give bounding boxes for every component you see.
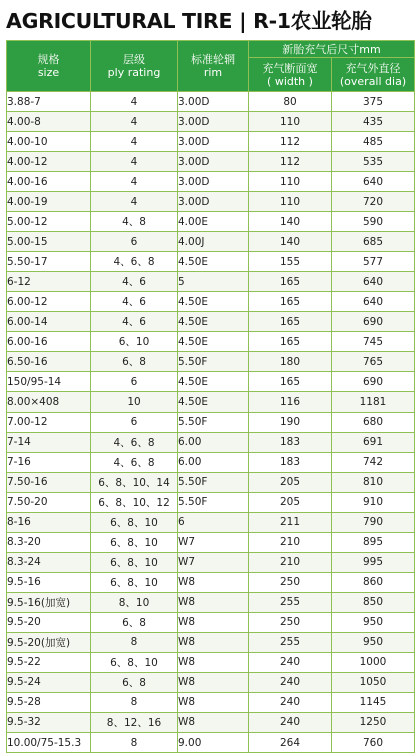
- header-overall-dia: 充气外直径 (overall dia): [332, 58, 415, 92]
- cell-ply: 8: [91, 733, 178, 753]
- cell-width: 190: [249, 412, 332, 432]
- table-row: [7, 532, 415, 552]
- cell-ply: 6: [91, 372, 178, 392]
- cell-size: 4.00-8: [7, 112, 91, 132]
- cell-overall-dia: 745: [332, 332, 415, 352]
- cell-ply: 4: [91, 112, 178, 132]
- header-ply: 层级 ply rating: [91, 41, 178, 92]
- cell-overall-dia: 950: [332, 632, 415, 652]
- cell-ply: 4: [91, 172, 178, 192]
- cell-rim: 6.00: [178, 452, 249, 472]
- cell-ply: 6、8、10: [91, 572, 178, 592]
- cell-ply: 4、6、8: [91, 452, 178, 472]
- cell-width: 250: [249, 572, 332, 592]
- cell-rim: W8: [178, 612, 249, 632]
- cell-ply: 4: [91, 132, 178, 152]
- cell-size: 4.00-12: [7, 152, 91, 172]
- cell-overall-dia: 995: [332, 552, 415, 572]
- cell-rim: 4.50E: [178, 292, 249, 312]
- cell-rim: 5: [178, 272, 249, 292]
- cell-size: 150/95-14: [7, 372, 91, 392]
- page-title: AGRICULTURAL TIRE | R-1农业轮胎: [6, 9, 372, 33]
- cell-size: 8.3-20: [7, 532, 91, 552]
- cell-rim: 3.00D: [178, 152, 249, 172]
- cell-size: 9.5-16: [7, 572, 91, 592]
- table-row: [7, 512, 415, 532]
- table-row: [7, 112, 415, 132]
- cell-width: 155: [249, 252, 332, 272]
- cell-overall-dia: 685: [332, 232, 415, 252]
- cell-ply: 4: [91, 192, 178, 212]
- cell-width: 110: [249, 112, 332, 132]
- cell-overall-dia: 720: [332, 192, 415, 212]
- cell-overall-dia: 1250: [332, 712, 415, 732]
- cell-rim: 4.50E: [178, 252, 249, 272]
- table-row: [7, 492, 415, 512]
- cell-ply: 8、10: [91, 592, 178, 612]
- cell-size: 6.50-16: [7, 352, 91, 372]
- cell-overall-dia: 577: [332, 252, 415, 272]
- cell-overall-dia: 640: [332, 292, 415, 312]
- table-row: [7, 132, 415, 152]
- cell-ply: 8、12、16: [91, 712, 178, 732]
- cell-size: 8.00×408: [7, 392, 91, 412]
- cell-overall-dia: 910: [332, 492, 415, 512]
- cell-overall-dia: 860: [332, 572, 415, 592]
- cell-ply: 10: [91, 392, 178, 412]
- cell-ply: 6、8、10: [91, 532, 178, 552]
- table-row: [7, 272, 415, 292]
- cell-size: 7-14: [7, 432, 91, 452]
- cell-overall-dia: 690: [332, 312, 415, 332]
- cell-ply: 4、8: [91, 212, 178, 232]
- cell-width: 110: [249, 172, 332, 192]
- cell-size: 9.5-22: [7, 652, 91, 672]
- table-row: [7, 612, 415, 632]
- table-row: [7, 692, 415, 712]
- cell-width: 211: [249, 512, 332, 532]
- cell-overall-dia: 690: [332, 372, 415, 392]
- cell-width: 165: [249, 372, 332, 392]
- table-row: [7, 152, 415, 172]
- cell-overall-dia: 1181: [332, 392, 415, 412]
- cell-ply: 6、10: [91, 332, 178, 352]
- cell-overall-dia: 680: [332, 412, 415, 432]
- table-row: [7, 592, 415, 612]
- table-row: [7, 312, 415, 332]
- cell-ply: 4: [91, 92, 178, 112]
- table-row: [7, 332, 415, 352]
- cell-rim: W8: [178, 692, 249, 712]
- cell-size: 4.00-16: [7, 172, 91, 192]
- cell-overall-dia: 850: [332, 592, 415, 612]
- cell-overall-dia: 535: [332, 152, 415, 172]
- cell-size: 6.00-12: [7, 292, 91, 312]
- cell-width: 112: [249, 132, 332, 152]
- cell-overall-dia: 790: [332, 512, 415, 532]
- cell-rim: 6: [178, 512, 249, 532]
- table-row: [7, 572, 415, 592]
- table-row: [7, 172, 415, 192]
- cell-size: 4.00-10: [7, 132, 91, 152]
- cell-width: 165: [249, 272, 332, 292]
- cell-rim: 4.00E: [178, 212, 249, 232]
- cell-overall-dia: 950: [332, 612, 415, 632]
- cell-width: 210: [249, 532, 332, 552]
- cell-ply: 4、6、8: [91, 432, 178, 452]
- table-row: [7, 252, 415, 272]
- cell-rim: 5.50F: [178, 412, 249, 432]
- cell-size: 5.00-12: [7, 212, 91, 232]
- cell-width: 165: [249, 332, 332, 352]
- cell-width: 140: [249, 212, 332, 232]
- table-row: [7, 552, 415, 572]
- cell-size: 8-16: [7, 512, 91, 532]
- cell-size: 7.50-20: [7, 492, 91, 512]
- cell-size: 6.00-16: [7, 332, 91, 352]
- cell-overall-dia: 691: [332, 432, 415, 452]
- header-group-inflated: 新胎充气后尺寸mm: [249, 41, 415, 58]
- table-row: [7, 472, 415, 492]
- cell-rim: 3.00D: [178, 172, 249, 192]
- cell-width: 240: [249, 652, 332, 672]
- cell-overall-dia: 1050: [332, 672, 415, 692]
- table-row: [7, 432, 415, 452]
- header-width: 充气断面宽 ( width ): [249, 58, 332, 92]
- cell-rim: W8: [178, 712, 249, 732]
- cell-overall-dia: 1000: [332, 652, 415, 672]
- cell-width: 183: [249, 452, 332, 472]
- cell-rim: 3.00D: [178, 192, 249, 212]
- cell-ply: 6、8、10、12: [91, 492, 178, 512]
- cell-ply: 6、8: [91, 672, 178, 692]
- table-row: [7, 392, 415, 412]
- cell-rim: W8: [178, 672, 249, 692]
- cell-size: 9.5-28: [7, 692, 91, 712]
- cell-overall-dia: 765: [332, 352, 415, 372]
- cell-width: 210: [249, 552, 332, 572]
- cell-size: 8.3-24: [7, 552, 91, 572]
- cell-size: 9.5-20: [7, 612, 91, 632]
- cell-size: 4.00-19: [7, 192, 91, 212]
- cell-rim: 5.50F: [178, 492, 249, 512]
- table-row: [7, 372, 415, 392]
- cell-ply: 4: [91, 152, 178, 172]
- table-row: [7, 352, 415, 372]
- cell-width: 240: [249, 672, 332, 692]
- table-row: [7, 652, 415, 672]
- cell-rim: 4.50E: [178, 372, 249, 392]
- cell-width: 250: [249, 612, 332, 632]
- cell-width: 240: [249, 712, 332, 732]
- cell-size: 6-12: [7, 272, 91, 292]
- cell-width: 165: [249, 312, 332, 332]
- cell-overall-dia: 435: [332, 112, 415, 132]
- cell-width: 112: [249, 152, 332, 172]
- cell-rim: 9.00: [178, 733, 249, 753]
- cell-overall-dia: 760: [332, 733, 415, 753]
- cell-overall-dia: 640: [332, 272, 415, 292]
- cell-rim: 3.00D: [178, 132, 249, 152]
- cell-rim: 4.00J: [178, 232, 249, 252]
- cell-rim: W7: [178, 532, 249, 552]
- header-size: 规格 size: [7, 41, 91, 92]
- tire-spec-table: [6, 40, 415, 753]
- header-rim: 标准轮辋 rim: [178, 41, 249, 92]
- cell-width: 165: [249, 292, 332, 312]
- cell-width: 116: [249, 392, 332, 412]
- cell-rim: W8: [178, 632, 249, 652]
- cell-ply: 6: [91, 232, 178, 252]
- cell-overall-dia: 1145: [332, 692, 415, 712]
- cell-ply: 8: [91, 632, 178, 652]
- cell-width: 240: [249, 692, 332, 712]
- cell-overall-dia: 895: [332, 532, 415, 552]
- cell-rim: 3.00D: [178, 92, 249, 112]
- cell-overall-dia: 590: [332, 212, 415, 232]
- table-row: [7, 412, 415, 432]
- cell-rim: 4.50E: [178, 392, 249, 412]
- table-row: [7, 632, 415, 652]
- cell-size: 9.5-16(加宽): [7, 592, 91, 612]
- table-row: [7, 212, 415, 232]
- cell-ply: 6、8、10、14: [91, 472, 178, 492]
- cell-width: 180: [249, 352, 332, 372]
- cell-size: 7.50-16: [7, 472, 91, 492]
- table-row: [7, 672, 415, 692]
- cell-size: 9.5-20(加宽): [7, 632, 91, 652]
- cell-size: 5.50-17: [7, 252, 91, 272]
- cell-ply: 6、8: [91, 352, 178, 372]
- cell-ply: 6: [91, 412, 178, 432]
- cell-width: 183: [249, 432, 332, 452]
- cell-overall-dia: 742: [332, 452, 415, 472]
- cell-rim: W8: [178, 652, 249, 672]
- cell-ply: 4、6、8: [91, 252, 178, 272]
- cell-rim: W7: [178, 552, 249, 572]
- cell-ply: 4、6: [91, 292, 178, 312]
- cell-width: 205: [249, 472, 332, 492]
- cell-ply: 4、6: [91, 312, 178, 332]
- cell-size: 7.00-12: [7, 412, 91, 432]
- cell-overall-dia: 640: [332, 172, 415, 192]
- cell-width: 110: [249, 192, 332, 212]
- cell-ply: 6、8、10: [91, 652, 178, 672]
- cell-width: 255: [249, 632, 332, 652]
- table-row: [7, 92, 415, 112]
- cell-rim: 5.50F: [178, 472, 249, 492]
- cell-overall-dia: 810: [332, 472, 415, 492]
- cell-size: 5.00-15: [7, 232, 91, 252]
- cell-width: 264: [249, 733, 332, 753]
- cell-ply: 8: [91, 692, 178, 712]
- cell-rim: 4.50E: [178, 312, 249, 332]
- cell-overall-dia: 485: [332, 132, 415, 152]
- cell-ply: 6、8、10: [91, 512, 178, 532]
- cell-size: 9.5-24: [7, 672, 91, 692]
- cell-width: 80: [249, 92, 332, 112]
- cell-size: 7-16: [7, 452, 91, 472]
- table-row: [7, 232, 415, 252]
- cell-size: 6.00-14: [7, 312, 91, 332]
- cell-size: 9.5-32: [7, 712, 91, 732]
- cell-rim: W8: [178, 572, 249, 592]
- cell-width: 255: [249, 592, 332, 612]
- cell-width: 140: [249, 232, 332, 252]
- cell-rim: 6.00: [178, 432, 249, 452]
- table-row: [7, 292, 415, 312]
- cell-rim: 3.00D: [178, 112, 249, 132]
- cell-ply: 6、8、10: [91, 552, 178, 572]
- cell-ply: 4、6: [91, 272, 178, 292]
- cell-size: 3.88-7: [7, 92, 91, 112]
- table-row: [7, 192, 415, 212]
- cell-rim: W8: [178, 592, 249, 612]
- cell-width: 205: [249, 492, 332, 512]
- cell-rim: 5.50F: [178, 352, 249, 372]
- table-row: [7, 452, 415, 472]
- cell-ply: 6、8: [91, 612, 178, 632]
- table-row: [7, 733, 415, 753]
- cell-size: 10.00/75-15.3: [7, 733, 91, 753]
- cell-overall-dia: 375: [332, 92, 415, 112]
- table-row: [7, 712, 415, 732]
- cell-rim: 4.50E: [178, 332, 249, 352]
